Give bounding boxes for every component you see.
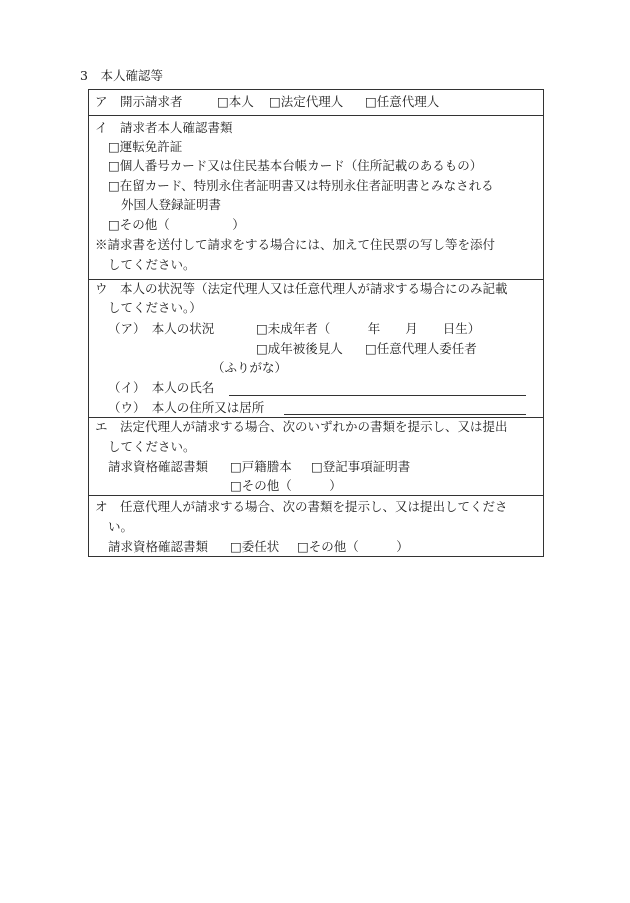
voluntary-principal-checkbox[interactable]: □任意代理人委任者 <box>365 341 477 356</box>
requester-label: ア 開示請求者 <box>95 94 183 109</box>
other-document-checkbox[interactable]: □その他（ ） <box>108 217 245 232</box>
row-divider <box>88 279 544 280</box>
principal-status-title-continuation: してください。） <box>108 300 202 315</box>
option-self-checkbox[interactable]: □本人 <box>217 94 254 109</box>
legal-representative-title-continuation: してください。 <box>108 439 196 454</box>
voluntary-other-document-checkbox[interactable]: □その他（ ） <box>297 539 409 554</box>
principal-address-field[interactable] <box>284 414 526 415</box>
registry-certificate-checkbox[interactable]: □登記事項証明書 <box>311 459 411 474</box>
row-divider <box>88 417 544 418</box>
family-register-checkbox[interactable]: □戸籍謄本 <box>230 459 292 474</box>
residence-card-checkbox[interactable]: □在留カード、特別永住者証明書又は特別永住者証明書とみなされる <box>108 178 494 193</box>
legal-qualification-doc-label: 請求資格確認書類 <box>108 459 209 474</box>
my-number-card-checkbox[interactable]: □個人番号カード又は住民基本台帳カード（住所記載のあるもの） <box>108 158 483 173</box>
principal-status-title: ウ 本人の状況等（法定代理人又は任意代理人が請求する場合にのみ記載 <box>95 281 508 296</box>
section-title: 3 本人確認等 <box>80 68 163 83</box>
legal-representative-title: エ 法定代理人が請求する場合、次のいずれかの書類を提示し、又は提出 <box>95 419 508 434</box>
mail-request-note: ※請求書を送付して請求をする場合には、加えて住民票の写し等を添付 <box>95 237 496 252</box>
legal-other-document-checkbox[interactable]: □その他（ ） <box>230 478 342 493</box>
option-legal-representative-checkbox[interactable]: □法定代理人 <box>269 94 344 109</box>
option-voluntary-agent-checkbox[interactable]: □任意代理人 <box>365 94 440 109</box>
id-documents-title: イ 請求者本人確認書類 <box>95 120 233 135</box>
residence-card-continuation: 外国人登録証明書 <box>121 197 222 212</box>
voluntary-agent-title-continuation: い。 <box>108 519 134 534</box>
principal-address-label: （ウ） 本人の住所又は居所 <box>108 400 265 415</box>
voluntary-agent-title: オ 任意代理人が請求する場合、次の書類を提示し、又は提出してくださ <box>95 499 508 514</box>
row-divider <box>88 115 544 116</box>
principal-status-label: （ア） 本人の状況 <box>108 321 215 336</box>
voluntary-qualification-doc-label: 請求資格確認書類 <box>108 539 209 554</box>
power-of-attorney-checkbox[interactable]: □委任状 <box>230 539 280 554</box>
furigana-label: （ふりがな） <box>212 360 288 375</box>
adult-ward-checkbox[interactable]: □成年被後見人 <box>256 341 343 356</box>
mail-request-note-continuation: してください。 <box>108 257 196 272</box>
minor-checkbox[interactable]: □未成年者（ 年 月 日生） <box>256 321 481 336</box>
row-divider <box>88 495 544 496</box>
principal-name-field[interactable] <box>229 395 526 396</box>
drivers-license-checkbox[interactable]: □運転免許証 <box>108 139 183 154</box>
principal-name-label: （イ） 本人の氏名 <box>108 380 215 395</box>
